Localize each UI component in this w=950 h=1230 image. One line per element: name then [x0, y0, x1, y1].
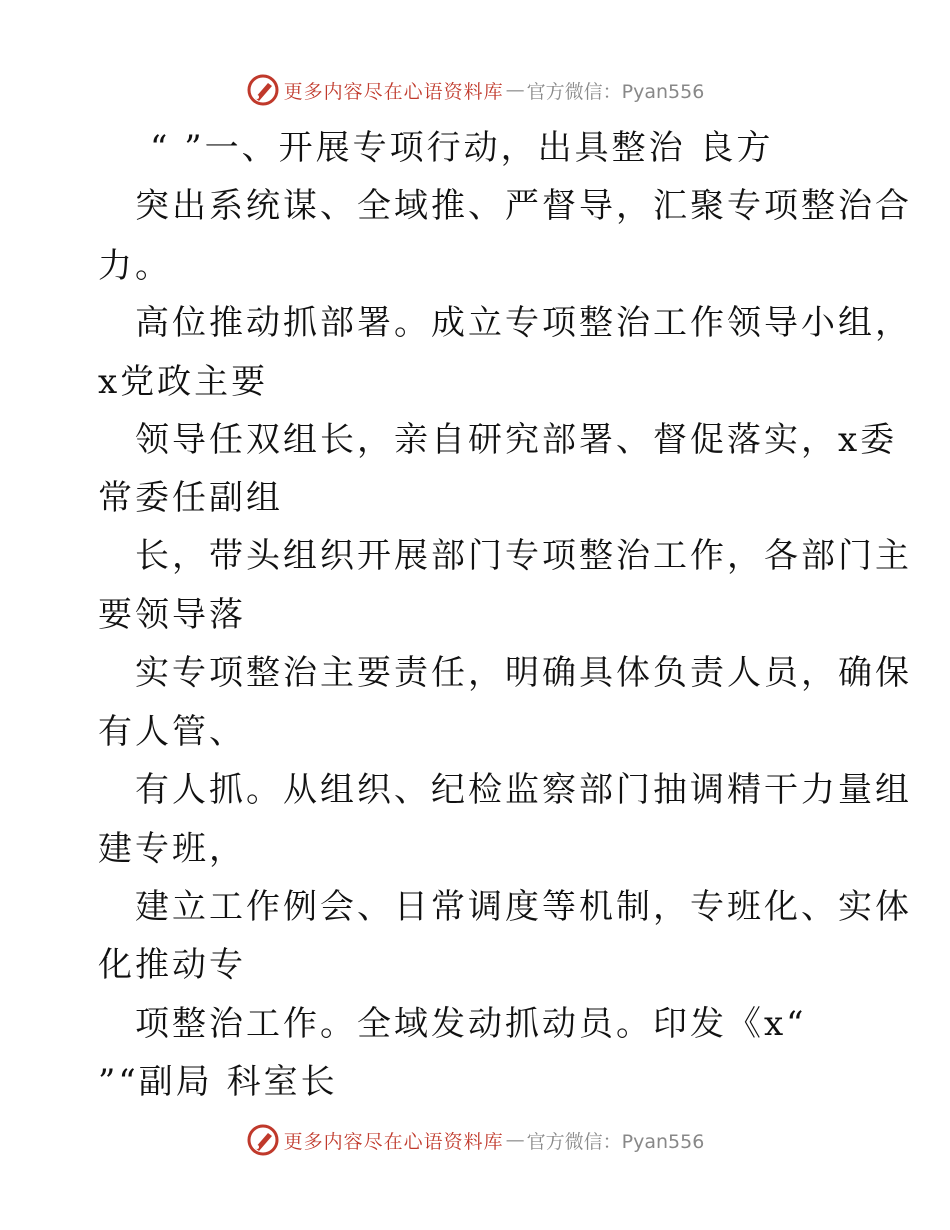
- body-line: 有人抓。从组织、纪检监察部门抽调精干力量组: [135, 770, 912, 810]
- body-line: 常委任副组: [98, 478, 283, 518]
- section-heading: “ ”一、开展专项行动，出具整治 良方: [150, 128, 774, 168]
- pen-logo-icon: [246, 73, 280, 107]
- banner-dash: —: [505, 79, 525, 101]
- body-line: 项整治工作。全域发动抓动员。印发《x“: [135, 1004, 807, 1044]
- body-line: 要领导落: [98, 595, 246, 635]
- body-line: 长，带头组织开展部门专项整治工作，各部门主: [135, 536, 912, 576]
- body-line: 建专班，: [98, 829, 246, 869]
- body-line: 有人管、: [98, 712, 246, 752]
- body-line: 力。: [98, 246, 172, 286]
- banner-text: 更多内容尽在心语资料库: [283, 1130, 504, 1153]
- banner-wechat: 官方微信：Pyan556: [526, 80, 705, 103]
- body-line: 领导任双组长，亲自研究部署、督促落实，x委: [135, 420, 898, 460]
- footer-banner: [0, 1120, 950, 1160]
- body-line: ”“副局 科室长: [98, 1062, 338, 1102]
- banner-dash: —: [505, 1129, 525, 1151]
- body-line: 建立工作例会、日常调度等机制，专班化、实体: [135, 887, 912, 927]
- body-line: x党政主要: [98, 362, 269, 402]
- banner-wechat: 官方微信：Pyan556: [526, 1130, 705, 1153]
- pen-logo-icon: [246, 1123, 280, 1157]
- banner-text: 更多内容尽在心语资料库: [283, 80, 504, 103]
- header-banner: [0, 70, 950, 110]
- body-line: 化推动专: [98, 945, 246, 985]
- body-line: 突出系统谋、全域推、严督导，汇聚专项整治合: [135, 186, 912, 226]
- body-line: 实专项整治主要责任，明确具体负责人员，确保: [135, 653, 912, 693]
- body-line: 高位推动抓部署。成立专项整治工作领导小组，: [135, 303, 912, 343]
